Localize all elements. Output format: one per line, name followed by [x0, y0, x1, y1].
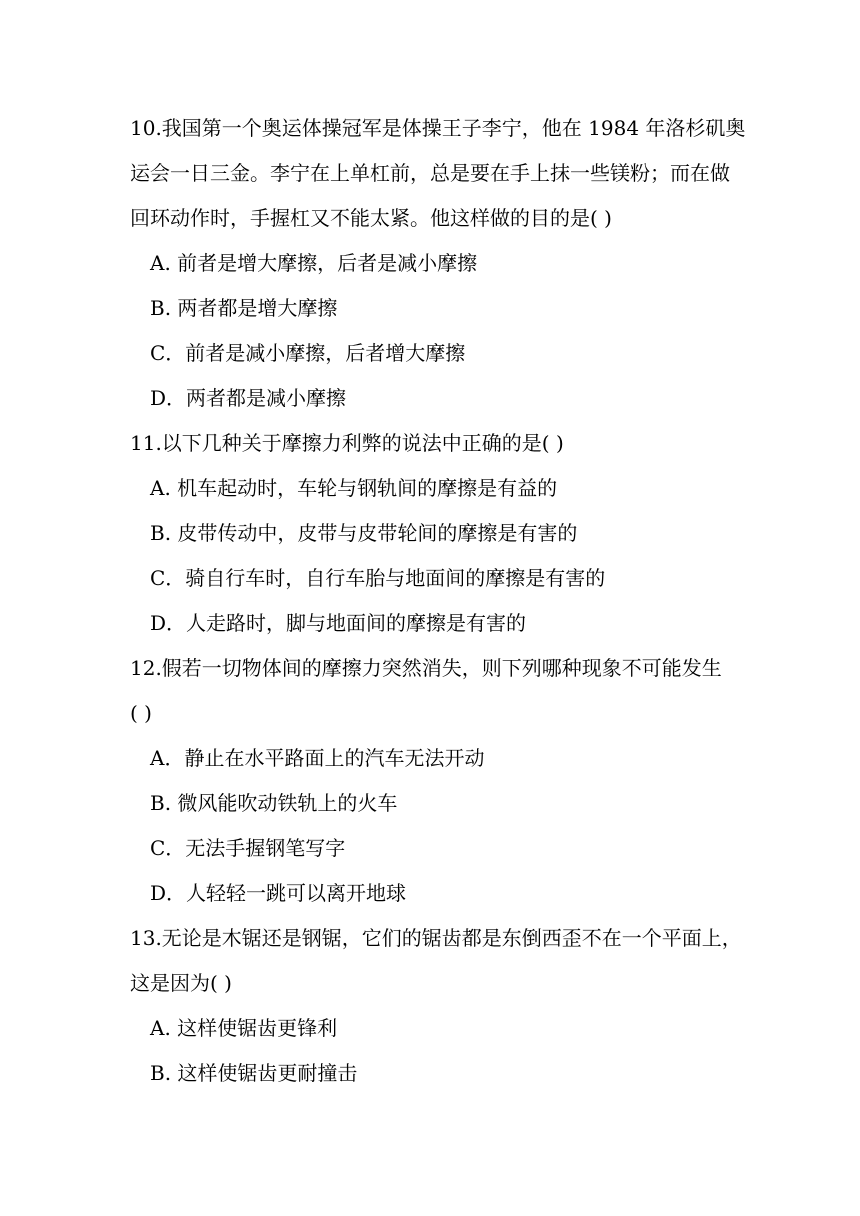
q12-option-a: A．静止在水平路面上的汽车无法开动 — [150, 746, 485, 770]
q10-stem-line-1: 10.我国第一个奥运体操冠军是体操王子李宁，他在 1984 年洛杉矶奥 — [130, 116, 746, 140]
q11-option-a: A. 机车起动时，车轮与钢轨间的摩擦是有益的 — [150, 476, 558, 500]
q10-option-d: D．两者都是减小摩擦 — [150, 386, 347, 410]
q12-option-c: C．无法手握钢笔写字 — [150, 836, 346, 860]
q10-option-b: B. 两者都是增大摩擦 — [150, 296, 338, 320]
q12-option-b: B. 微风能吹动铁轨上的火车 — [150, 791, 398, 815]
q12-stem-line-2: ( ) — [130, 701, 152, 725]
q11-option-d: D．人走路时，脚与地面间的摩擦是有害的 — [150, 611, 527, 635]
q10-option-a: A. 前者是增大摩擦，后者是减小摩擦 — [150, 251, 478, 275]
q13-stem-line-2: 这是因为( ) — [130, 971, 232, 995]
q13-option-a: A. 这样使锯齿更锋利 — [150, 1016, 338, 1040]
q11-stem-line-1: 11.以下几种关于摩擦力利弊的说法中正确的是( ) — [130, 431, 564, 455]
q12-option-d: D．人轻轻一跳可以离开地球 — [150, 881, 407, 905]
q10-stem-line-3: 回环动作时，手握杠又不能太紧。他这样做的目的是( ) — [130, 206, 612, 230]
q10-stem-line-2: 运会一日三金。李宁在上单杠前，总是要在手上抹一些镁粉；而在做 — [130, 161, 730, 185]
q10-option-c: C．前者是减小摩擦，后者增大摩擦 — [150, 341, 466, 365]
q11-option-b: B. 皮带传动中，皮带与皮带轮间的摩擦是有害的 — [150, 521, 578, 545]
q12-stem-line-1: 12.假若一切物体间的摩擦力突然消失，则下列哪种现象不可能发生 — [130, 656, 722, 680]
q13-stem-line-1: 13.无论是木锯还是钢锯，它们的锯齿都是东倒西歪不在一个平面上， — [130, 926, 742, 950]
q13-option-b: B. 这样使锯齿更耐撞击 — [150, 1061, 358, 1085]
q11-option-c: C．骑自行车时，自行车胎与地面间的摩擦是有害的 — [150, 566, 606, 590]
